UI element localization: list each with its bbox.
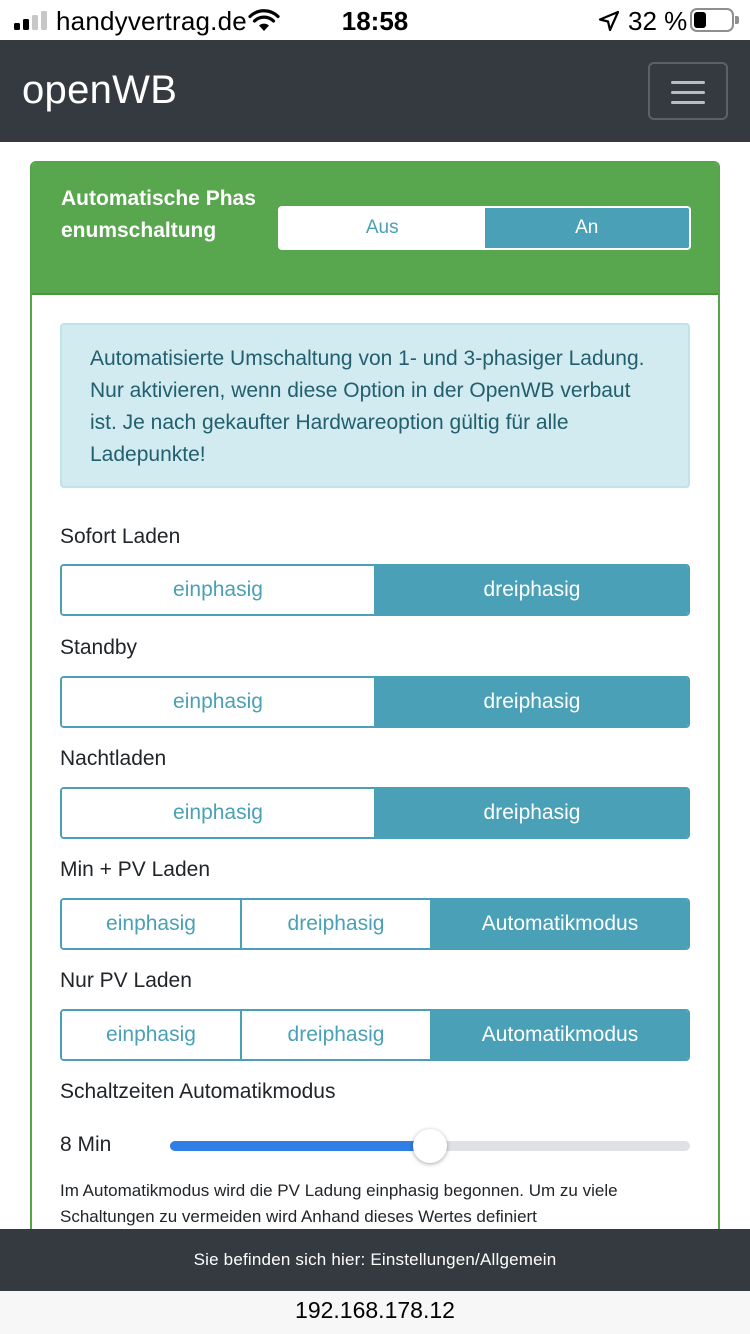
- navbar: [0, 40, 750, 142]
- location-arrow-icon: [598, 10, 620, 32]
- min-pv-automatikmodus-button[interactable]: Automatikmodus: [432, 900, 688, 948]
- nur-pv-automatikmodus-button[interactable]: Automatikmodus: [432, 1011, 688, 1059]
- phase-switch-card: [30, 161, 720, 1241]
- info-alert: Automatisierte Umschaltung von 1- und 3-phasiger Ladung. Nur aktivieren, wenn diese Option in der OpenWB verbaut ist. Je nach gekaufter Hardwareoption gültig für alle Ladepunkte!: [60, 323, 690, 488]
- standby-dreiphasig-button[interactable]: dreiphasig: [376, 678, 688, 726]
- nachtladen-dreiphasig-button[interactable]: dreiphasig: [376, 789, 688, 837]
- sofort-laden-einphasig-button[interactable]: einphasig: [62, 566, 376, 614]
- nachtladen-button-group: [60, 787, 690, 839]
- min-pv-einphasig-button[interactable]: einphasig: [62, 900, 242, 948]
- url-text: 192.168.178.12: [295, 1297, 455, 1323]
- hamburger-icon: [671, 81, 705, 84]
- min-pv-dreiphasig-button[interactable]: dreiphasig: [242, 900, 432, 948]
- brand-logo[interactable]: openWB: [22, 68, 178, 112]
- carrier-name: handyvertrag.de: [56, 6, 247, 36]
- toggle-on-button[interactable]: An: [485, 208, 690, 248]
- schaltzeiten-slider[interactable]: [170, 1141, 690, 1151]
- footer-location-bar: [0, 1229, 750, 1291]
- sofort-laden-button-group: [60, 564, 690, 616]
- section-label-standby: Standby: [60, 636, 138, 659]
- card-header: [32, 163, 718, 295]
- battery-percentage: 32 %: [628, 6, 688, 36]
- slider-thumb[interactable]: [413, 1129, 447, 1163]
- battery-icon: [690, 8, 734, 32]
- footer-location-text: Sie befinden sich hier: Einstellungen/Allgemein: [193, 1250, 557, 1269]
- card-title: Automatische Phasenumschaltung: [61, 187, 256, 242]
- section-label-sofort-laden: Sofort Laden: [60, 525, 181, 548]
- section-label-nur-pv-laden: Nur PV Laden: [60, 969, 192, 992]
- standby-einphasig-button[interactable]: einphasig: [62, 678, 376, 726]
- schaltzeiten-help-text: Im Automatikmodus wird die PV Ladung einphasig begonnen. Um zu viele Schaltungen zu vermeiden wird Anhand dieses Wertes definiert: [60, 1181, 618, 1226]
- sofort-laden-dreiphasig-button[interactable]: dreiphasig: [376, 566, 688, 614]
- slider-fill: [170, 1141, 430, 1151]
- section-label-min-pv-laden: Min + PV Laden: [60, 858, 211, 881]
- min-pv-laden-button-group: [60, 898, 690, 950]
- toggle-off-button[interactable]: Aus: [280, 208, 485, 248]
- slider-value-label: 8 Min: [60, 1133, 112, 1156]
- section-label-schaltzeiten: Schaltzeiten Automatikmodus: [60, 1080, 336, 1103]
- menu-toggle-button[interactable]: [648, 62, 728, 120]
- nur-pv-dreiphasig-button[interactable]: dreiphasig: [242, 1011, 432, 1059]
- browser-url-bar[interactable]: [0, 1291, 750, 1334]
- nur-pv-einphasig-button[interactable]: einphasig: [62, 1011, 242, 1059]
- clock: 18:58: [341, 6, 409, 36]
- nachtladen-einphasig-button[interactable]: einphasig: [62, 789, 376, 837]
- section-label-nachtladen: Nachtladen: [60, 747, 167, 770]
- standby-button-group: [60, 676, 690, 728]
- nur-pv-laden-button-group: [60, 1009, 690, 1061]
- phase-switch-toggle: [278, 206, 691, 250]
- status-bar: [0, 0, 750, 40]
